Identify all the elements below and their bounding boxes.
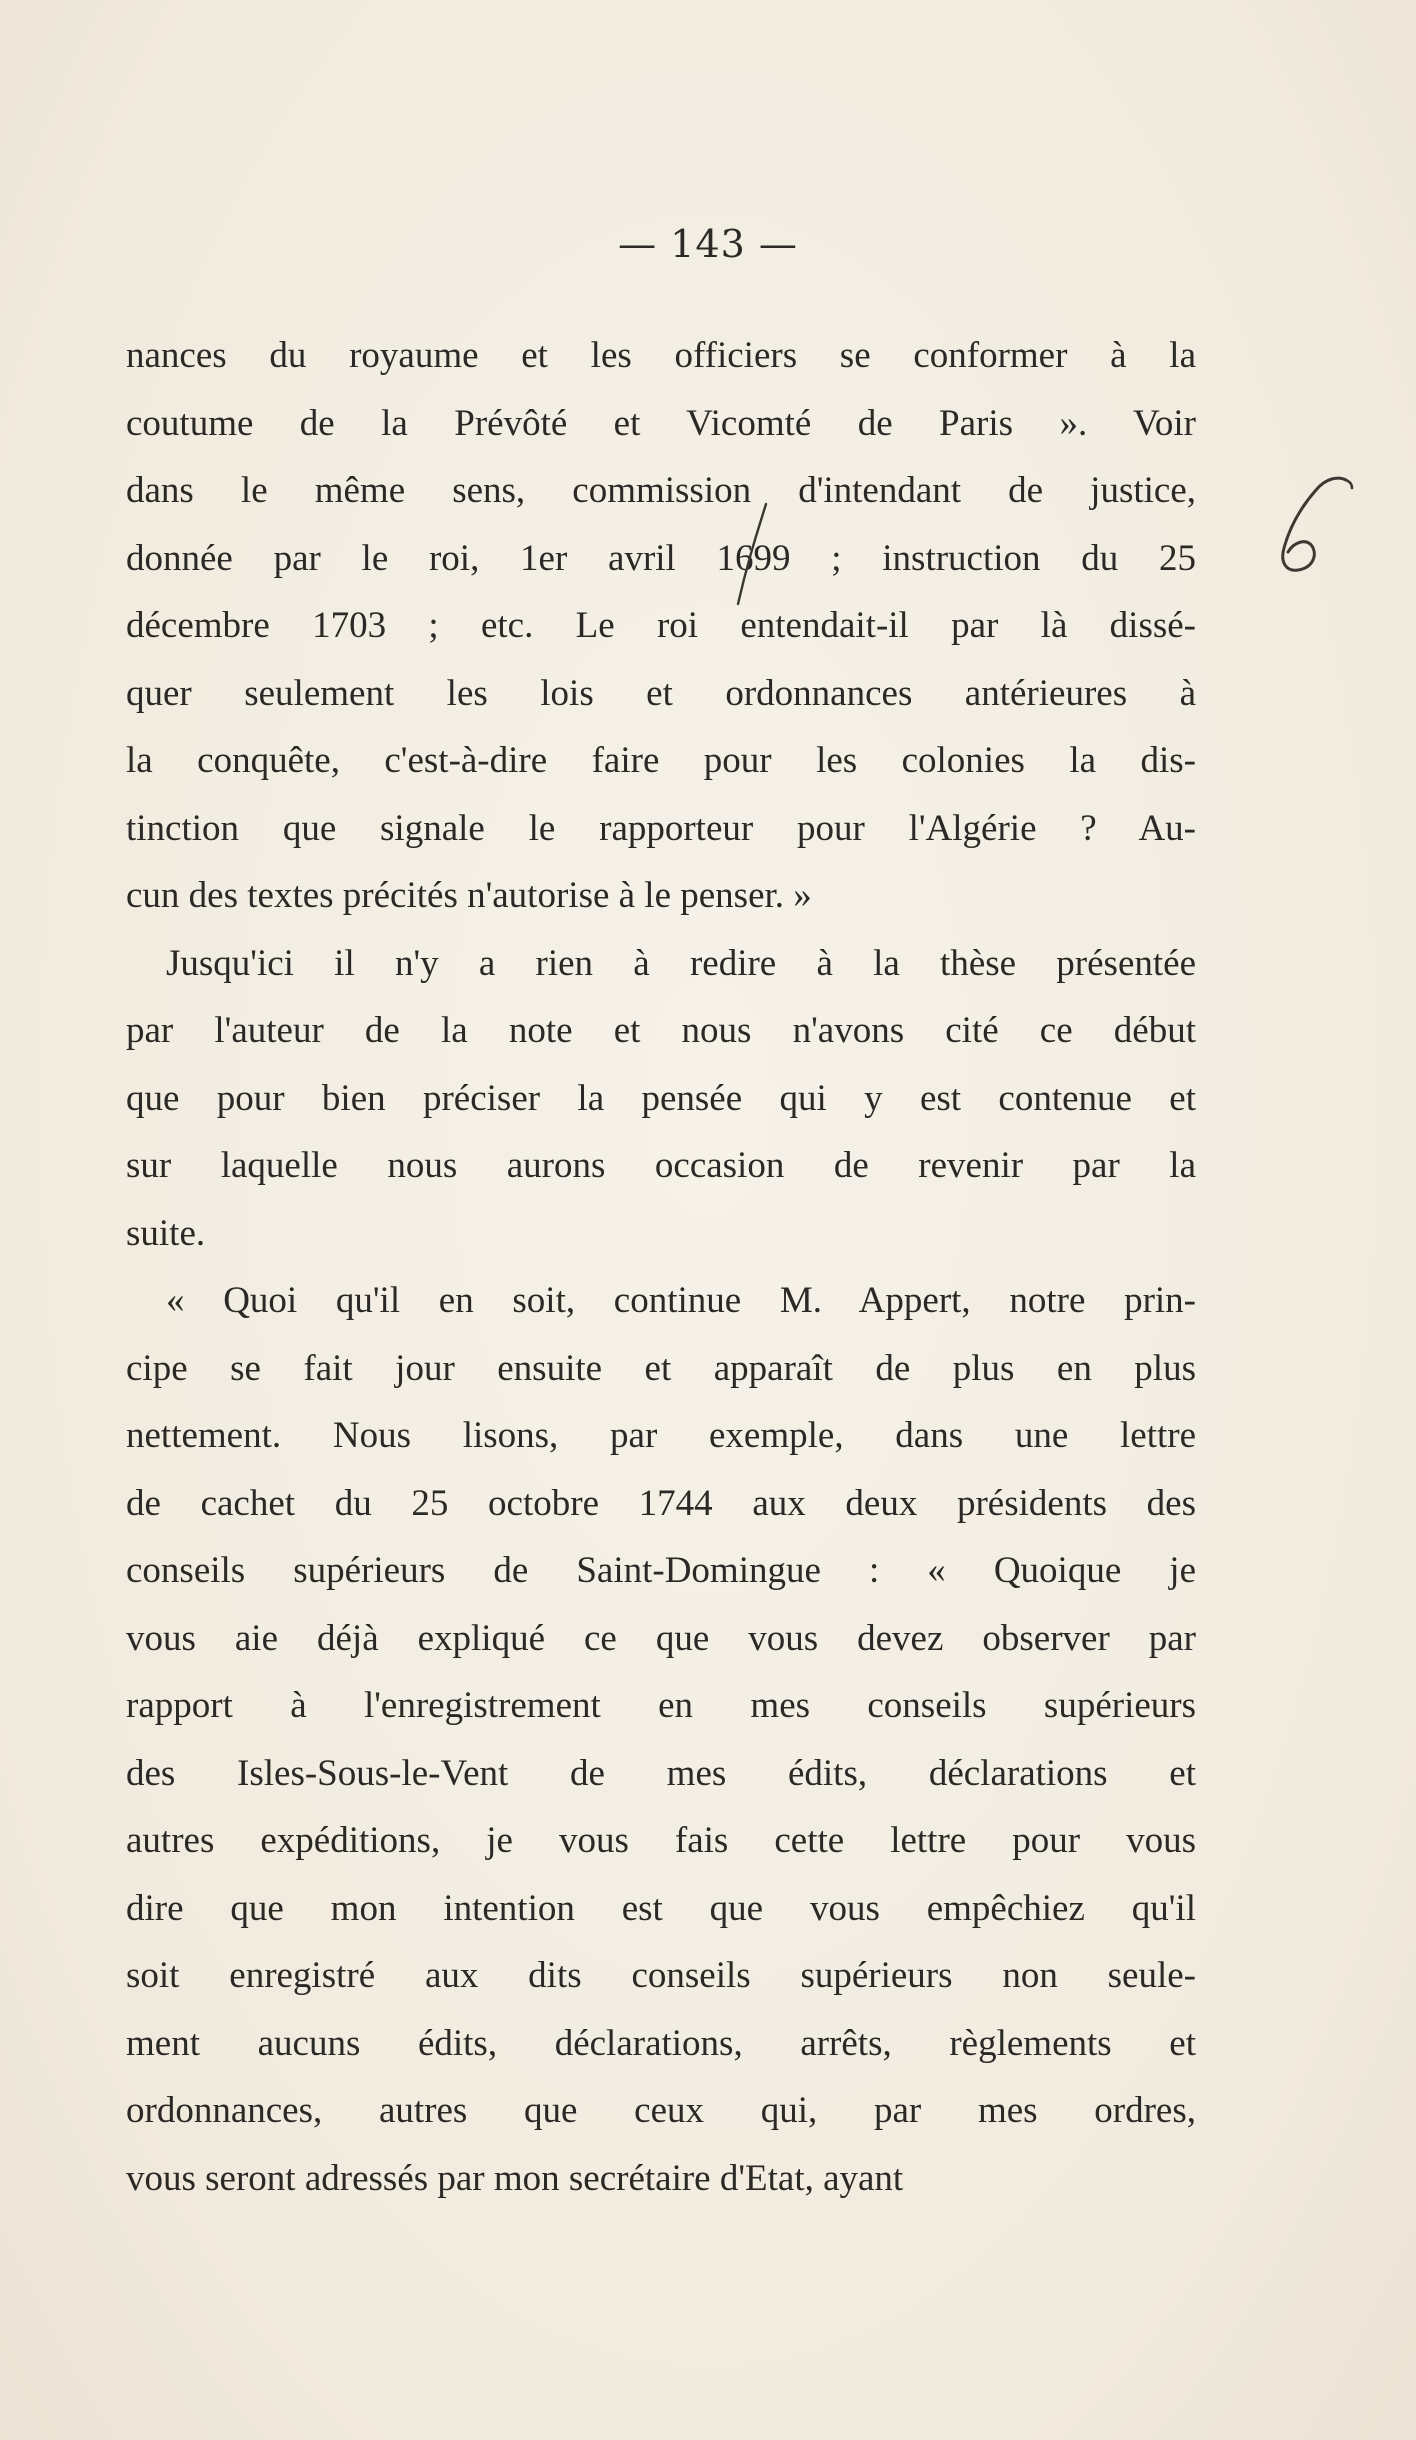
pen-stroke-mark xyxy=(732,500,772,610)
text-line: rapport à l'enregistrement en mes conseils supérieurs xyxy=(126,1685,1196,1726)
text-line: conseils supérieurs de Saint-Domingue : « Quoique je xyxy=(126,1550,1196,1591)
text-line: que pour bien préciser la pensée qui y est contenue et xyxy=(126,1077,1196,1119)
page-number: — 143 — xyxy=(618,222,798,266)
text-line: autres expéditions, je vous fais cette lettre pour vous xyxy=(126,1820,1196,1861)
text-line: décembre 1703 ; etc. Le roi entendait-il par là dissé- xyxy=(126,605,1196,646)
body-text xyxy=(126,322,1196,2212)
text-line: par l'auteur de la note et nous n'avons cité ce début xyxy=(126,1010,1196,1051)
text-line: cipe se fait jour ensuite et apparaît de plus en plus xyxy=(126,1347,1196,1389)
text-line: nettement. Nous lisons, par exemple, dans une lettre xyxy=(126,1415,1196,1456)
text-line: la conquête, c'est-à-dire faire pour les colonies la dis- xyxy=(126,740,1196,781)
text-line: nances du royaume et les officiers se conformer à la xyxy=(126,335,1196,376)
text-line: « Quoi qu'il en soit, continue M. Appert, notre prin- xyxy=(166,1280,1196,1321)
handwritten-margin-annotation xyxy=(1268,470,1358,580)
text-line: donnée par le roi, 1er avril 1699 ; instruction du 25 xyxy=(126,537,1196,579)
text-line: ordonnances, autres que ceux qui, par mes ordres, xyxy=(126,2090,1196,2131)
text-line: suite. xyxy=(126,1212,206,1254)
text-line: dans le même sens, commission d'intendant de justice, xyxy=(126,470,1196,511)
text-line: soit enregistré aux dits conseils supérieurs non seule- xyxy=(126,1955,1196,1996)
text-line: dire que mon intention est que vous empêchiez qu'il xyxy=(126,1887,1196,1929)
text-line: Jusqu'ici il n'y a rien à redire à la thèse présentée xyxy=(166,942,1196,984)
text-line: cun des textes précités n'autorise à le penser. » xyxy=(126,875,812,916)
text-line: vous aie déjà expliqué ce que vous devez observer par xyxy=(126,1617,1196,1659)
text-line: vous seront adressés par mon secrétaire d'Etat, ayant xyxy=(126,2157,904,2199)
text-line: ment aucuns édits, déclarations, arrêts, règlements et xyxy=(126,2022,1196,2064)
text-line: de cachet du 25 octobre 1744 aux deux présidents des xyxy=(126,1482,1196,1524)
text-line: tinction que signale le rapporteur pour l'Algérie ? Au- xyxy=(126,807,1196,849)
text-line: coutume de la Prévôté et Vicomté de Paris ». Voir xyxy=(126,402,1196,444)
text-line: quer seulement les lois et ordonnances antérieures à xyxy=(126,672,1196,714)
text-line: des Isles-Sous-le-Vent de mes édits, déclarations et xyxy=(126,1752,1196,1794)
text-line: sur laquelle nous aurons occasion de revenir par la xyxy=(126,1145,1196,1186)
